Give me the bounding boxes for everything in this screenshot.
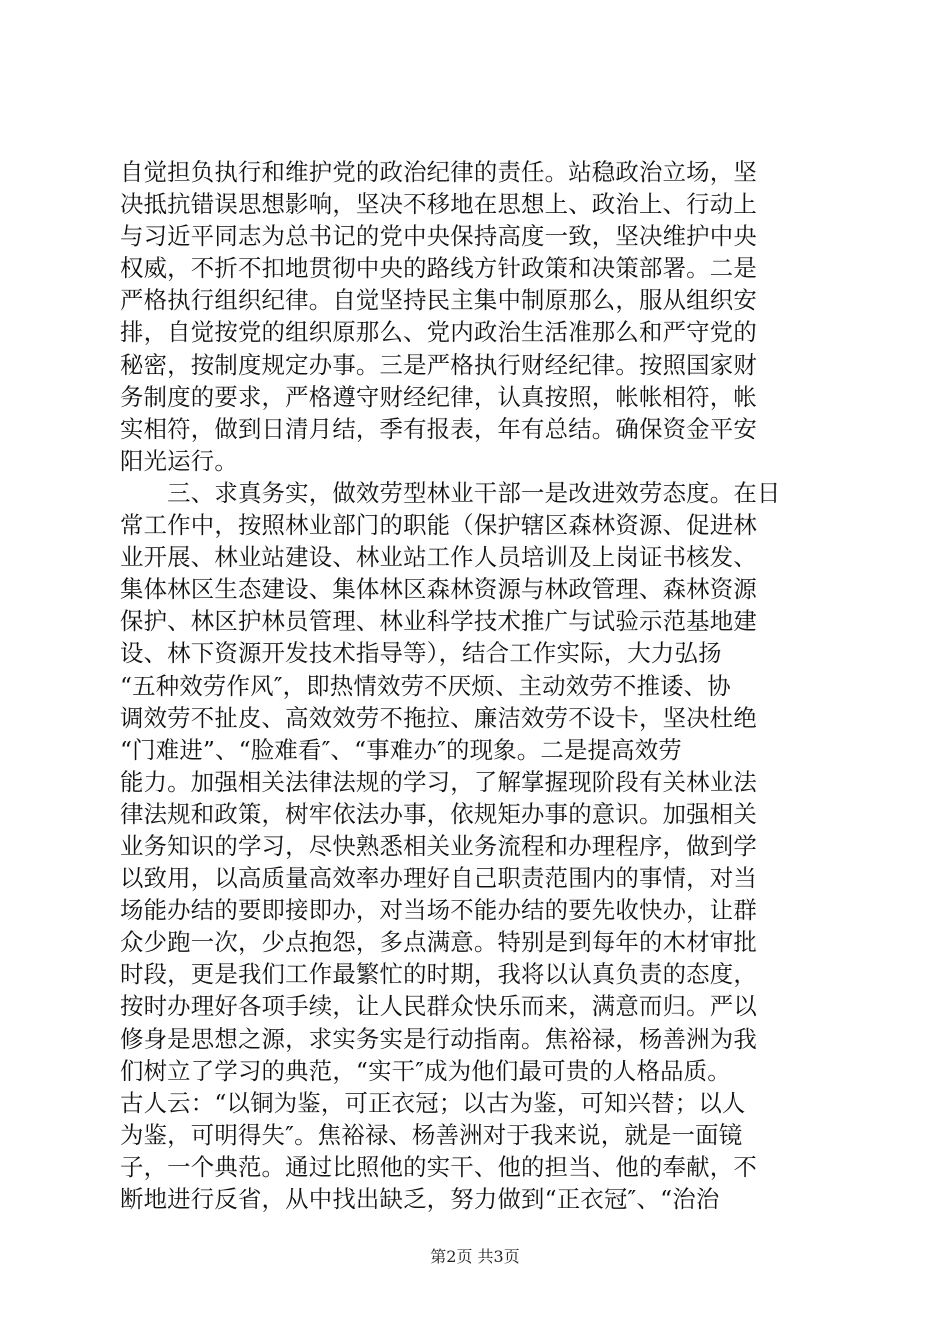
text-line: 阳光运行。 [120,446,238,475]
text-line: 业务知识的学习，尽快熟悉相关业务流程和办理程序，做到学 [120,831,757,860]
text-line: 排，自觉按党的组织原那么、党内政治生活准那么和严守党的 [120,318,757,347]
text-line: 律法规和政策，树牢依法办事，依规矩办事的意识。加强相关 [120,799,757,828]
text-line: 时段，更是我们工作最繁忙的时期，我将以认真负责的态度， [120,960,757,989]
text-line: 权威，不折不扣地贯彻中央的路线方针政策和决策部署。二是 [120,254,757,283]
text-line: 设、林下资源开发技术指导等），结合工作实际，大力弘扬 [120,639,722,668]
text-line: 断地进行反省，从中找出缺乏，努力做到“正衣冠″、“治治 [120,1185,720,1213]
text-line: 保护、林区护林员管理、林业科学技术推广与试验示范基地建 [120,607,757,636]
text-line: 实相符，做到日清月结，季有报表，年有总结。确保资金平安 [120,414,757,443]
text-line: 修身是思想之源，求实务实是行动指南。焦裕禄，杨善洲为我 [120,1024,757,1053]
text-line: 常工作中，按照林业部门的职能（保护辖区森林资源、促进林 [120,511,757,540]
body-text [120,156,830,1215]
text-line: 子，一个典范。通过比照他的实干、他的担当、他的奉献，不 [120,1152,757,1181]
text-line: 业开展、林业站建设、林业站工作人员培训及上岗证书核发、 [120,543,757,572]
text-line: “五种效劳作风″，即热情效劳不厌烦、主动效劳不推诿、协 [120,671,731,700]
text-line: 三、求真务实，做效劳型林业干部一是改进效劳态度。在日 [120,478,781,507]
text-line: 调效劳不扯皮、高效效劳不拖拉、廉洁效劳不设卡，坚决杜绝 [120,703,757,732]
text-line: 严格执行组织纪律。自觉坚持民主集中制原那么，服从组织安 [120,286,757,315]
text-line: 能力。加强相关法律法规的学习，了解掌握现阶段有关林业法 [120,767,757,796]
page-number-footer: 第2页 共3页 [430,1247,520,1266]
text-line: 们树立了学习的典范，“实干″成为他们最可贵的人格品质。 [120,1056,731,1085]
text-line: 古人云：“以铜为鉴，可正衣冠；以古为鉴，可知兴替；以人 [120,1088,746,1117]
text-line: 秘密，按制度规定办事。三是严格执行财经纪律。按照国家财 [120,350,757,379]
text-line: 众少跑一次，少点抱怨，多点满意。特别是到每年的木材审批 [120,928,757,957]
text-line: 务制度的要求，严格遵守财经纪律，认真按照，帐帐相符，帐 [120,382,757,411]
text-line: 以致用，以高质量高效率办理好自己职责范围内的事情，对当 [120,864,757,893]
text-line: 决抵抗错误思想影响，坚决不移地在思想上、政治上、行动上 [120,190,757,219]
text-line: 场能办结的要即接即办，对当场不能办结的要先收快办，让群 [120,896,757,925]
text-line: 按时办理好各项手续，让人民群众快乐而来，满意而归。严以 [120,992,757,1021]
text-line: 自觉担负执行和维护党的政治纪律的责任。站稳政治立场，坚 [120,158,757,186]
text-line: 为鉴，可明得失″。焦裕禄、杨善洲对于我来说，就是一面镜 [120,1120,743,1149]
text-line: 集体林区生态建设、集体林区森林资源与林政管理、森林资源 [120,575,757,604]
text-line: “门难进”、“脸难看″、“事难办″的现象。二是提高效劳 [120,735,682,764]
text-line: 与习近平同志为总书记的党中央保持高度一致，坚决维护中央 [120,222,757,251]
